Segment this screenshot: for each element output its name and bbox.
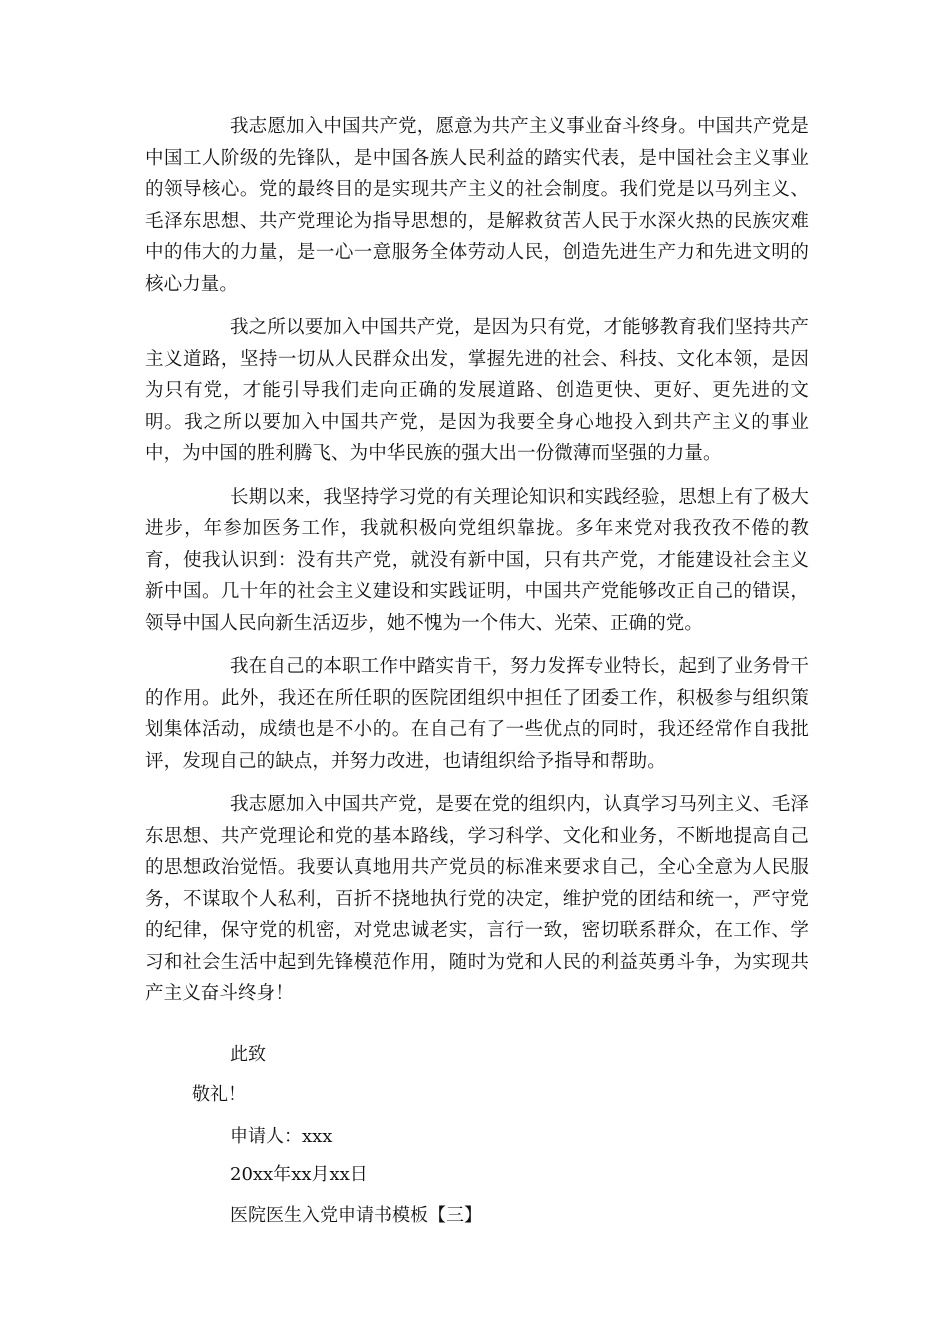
paragraph-5: 我志愿加入中国共产党，是要在党的组织内，认真学习马列主义、毛泽东思想、共产党理论和党的基本路线，学习科学、文化和业务，不断地提高自己的思想政治觉悟。我要认真地用共产党员的标准来要求自己，全心全意为人民服务，不谋取个人私利，百折不挠地执行党的决定，维护党的团结和统一，严守党的纪律，保守党的机密，对党忠诚老实，言行一致，密切联系群众，在工作、学习和社会生活中起到先锋模范作用，随时为党和人民的利益英勇斗争，为实现共产主义奋斗终身！ xyxy=(145,794,809,1004)
paragraph-2: 我之所以要加入中国共产党，是因为只有党，才能够教育我们坚持共产主义道路，坚持一切从人民群众出发，掌握先进的社会、科技、文化本领，是因为只有党，才能引导我们走向正确的发展道路、创造更快、更好、更先进的文明。我之所以要加入中国共产党，是因为我要全身心地投入到共产主义的事业中，为中国的胜利腾飞、为中华民族的强大出一份微薄而坚强的力量。 xyxy=(145,317,809,464)
paragraph-1: 我志愿加入中国共产党，愿意为共产主义事业奋斗终身。中国共产党是中国工人阶级的先锋队，是中国各族人民利益的踏实代表，是中国社会主义事业的领导核心。党的最终目的是实现共产主义的社会制度。我们党是以马列主义、毛泽东思想、共产党理论为指导思想的，是解救贫苦人民于水深火热的民族灾难中的伟大的力量，是一心一意服务全体劳动人民，创造先进生产力和先进文明的核心力量。 xyxy=(145,116,809,295)
closing-salutation: 此致 xyxy=(230,1044,266,1065)
paragraph-4: 我在自己的本职工作中踏实肯干，努力发挥专业特长，起到了业务骨干的作用。此外，我还在所任职的医院团组织中担任了团委工作，积极参与组织策划集体活动，成绩也是不小的。在自己有了一些优点的同时，我还经常作自我批评，发现自己的缺点，并努力改进，也请组织给予指导和帮助。 xyxy=(145,656,809,772)
date-line: 20xx年xx月xx日 xyxy=(230,1164,368,1185)
next-template-title: 医院医生入党申请书模板【三】 xyxy=(230,1205,482,1226)
closing-respect: 敬礼！ xyxy=(192,1084,246,1105)
applicant-line: 申请人：xxx xyxy=(230,1126,333,1147)
paragraph-3: 长期以来，我坚持学习党的有关理论知识和实践经验，思想上有了极大进步，年参加医务工作，我就积极向党组织靠拢。多年来党对我孜孜不倦的教育，使我认识到：没有共产党，就没有新中国，只有共产党，才能建设社会主义新中国。几十年的社会主义建设和实践证明，中国共产党能够改正自己的错误，领导中国人民向新生活迈步，她不愧为一个伟大、光荣、正确的党。 xyxy=(145,486,809,634)
document-body xyxy=(145,111,809,1010)
